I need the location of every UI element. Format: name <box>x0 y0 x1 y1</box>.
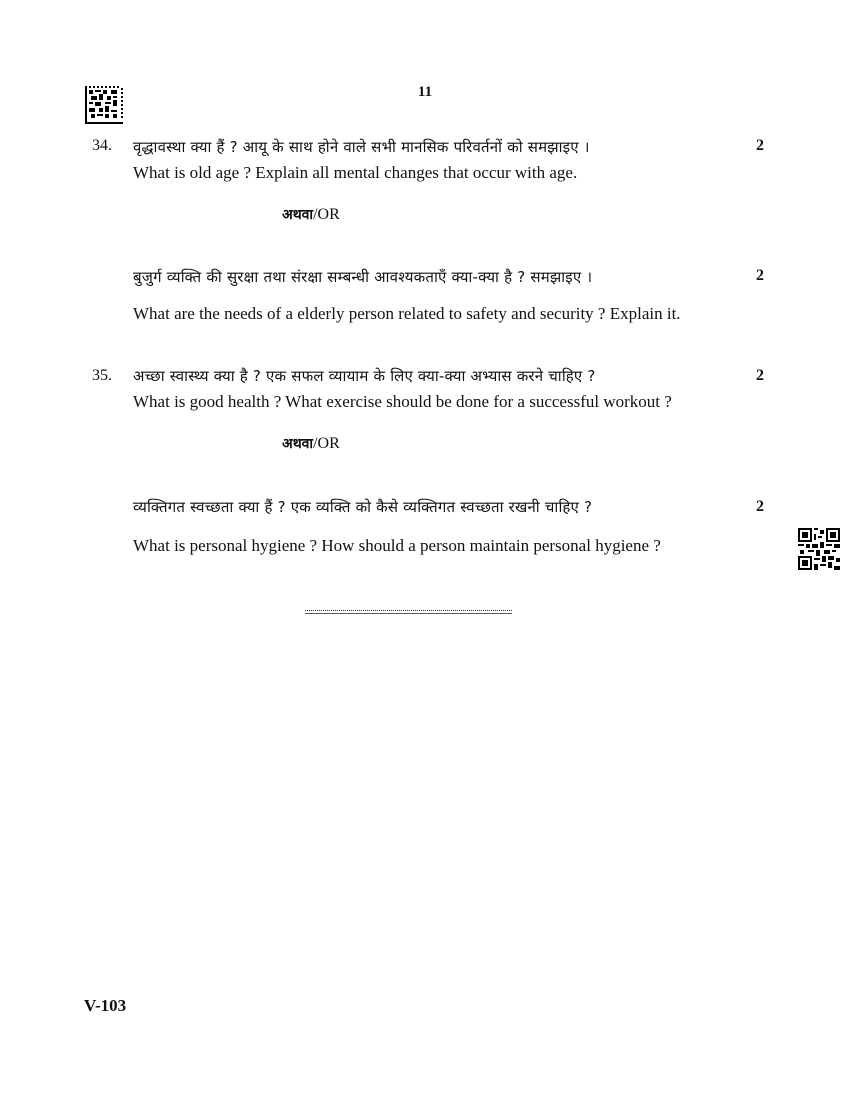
question-number: 34. <box>92 137 112 154</box>
paper-code: V-103 <box>84 996 127 1015</box>
or-hindi: अथवा <box>282 207 314 223</box>
alternative-marks: 2 <box>756 267 764 284</box>
page-number: 11 <box>417 84 433 100</box>
alternative-hindi-text: बुजुर्ग व्यक्ति की सुरक्षा तथा संरक्षा सम्बन्धी आवश्यकताएँ क्या-क्या है ? समझाइए । <box>133 268 593 286</box>
or-hindi: अथवा <box>282 436 314 452</box>
question-english-text: What is old age ? Explain all mental changes that occur with age. <box>133 163 578 182</box>
or-english: /OR <box>313 206 340 223</box>
question-hindi-text: वृद्धावस्था क्या हैं ? आयू के साथ होने वाले सभी मानसिक परिवर्तनों को समझाइए । <box>133 138 590 156</box>
question-english-text: What is good health ? What exercise should be done for a successful workout ? <box>133 392 672 411</box>
or-separator <box>282 205 340 224</box>
question-hindi-text: अच्छा स्वास्थ्य क्या है ? एक सफल व्यायाम के लिए क्या-क्या अभ्यास करने चाहिए ? <box>133 367 596 385</box>
alternative-hindi-text: व्यक्तिगत स्वच्छता क्या हैं ? एक व्यक्ति को कैसे व्यक्तिगत स्वच्छता रखनी चाहिए ? <box>133 498 593 516</box>
alternative-english-text: What is personal hygiene ? How should a person maintain personal hygiene ? <box>133 536 661 555</box>
alternative-english-text: What are the needs of a elderly person related to safety and security ? Explain it. <box>133 304 681 323</box>
end-of-paper-line <box>305 610 512 614</box>
question-marks: 2 <box>756 367 764 384</box>
or-english: /OR <box>313 435 340 452</box>
or-separator <box>282 434 340 453</box>
question-marks: 2 <box>756 137 764 154</box>
question-number: 35. <box>92 367 112 384</box>
qr-code <box>798 528 840 570</box>
alternative-marks: 2 <box>756 498 764 515</box>
